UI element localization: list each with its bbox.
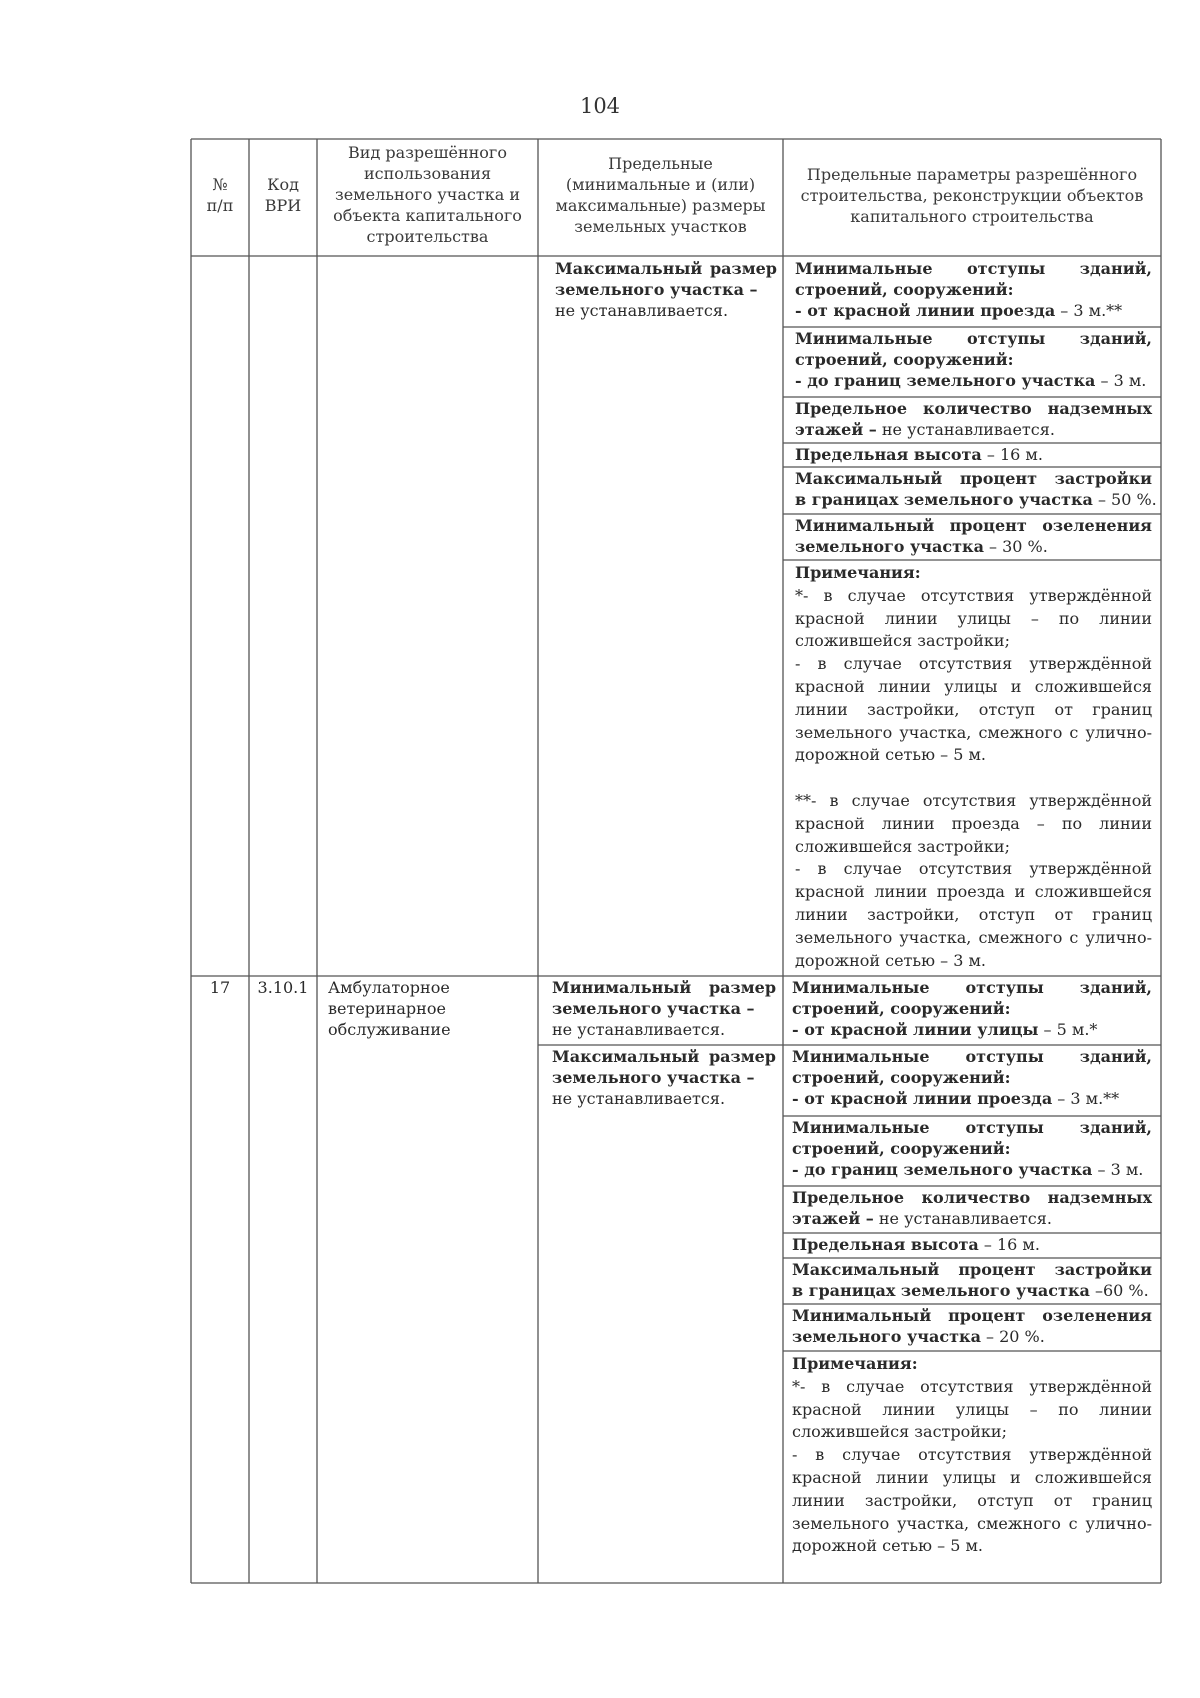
notes-title-a: Примечания: (795, 563, 921, 582)
header-num: № п/п (206, 175, 234, 215)
note-line: красной линии улицы и сложившейся (792, 1467, 1152, 1487)
max-plot-size-a: Максимальный размер земельного участка – не устанавливается. (555, 259, 777, 320)
note-line (795, 767, 1152, 790)
note-line: красной линии улицы – по линии (792, 1399, 1152, 1419)
param-17-5: Предельная высота – 16 м. (792, 1235, 1040, 1254)
param-a-1: Минимальные отступы зданий, строений, сооружений: - от красной линии проезда – 3 м.** (795, 259, 1152, 320)
note-line: земельного участка, смежного с улично- (795, 722, 1152, 742)
note-line: красной линии проезда – по линии (795, 813, 1152, 833)
max-plot-size: Максимальный размер земельного участка – не устанавливается. (552, 1047, 776, 1108)
notes-title-17: Примечания: (792, 1354, 918, 1373)
param-17-4: Предельное количество надземных этажей – не устанавливается. (792, 1188, 1152, 1228)
note-line: сложившейся застройки; (795, 836, 1010, 856)
note-line: земельного участка, смежного с улично- (795, 927, 1152, 947)
note-line: красной линии проезда и сложившейся (795, 882, 1152, 902)
note-line: **- в случае отсутствия утверждённой (795, 790, 1152, 810)
note-line: *- в случае отсутствия утверждённой (792, 1376, 1152, 1396)
param-17-6: Максимальный процент застройки в границах земельного участка –60 %. (792, 1260, 1152, 1300)
note-line: сложившейся застройки; (792, 1422, 1007, 1442)
param-a-5: Максимальный процент застройки в границах земельного участка – 50 %. (795, 469, 1157, 509)
min-plot-size: Минимальный размер земельного участка – не устанавливается. (552, 978, 776, 1039)
note-line: красной линии улицы и сложившейся (795, 676, 1152, 696)
param-a-3: Предельное количество надземных этажей – не устанавливается. (795, 399, 1152, 439)
note-line: дорожной сетью – 5 м. (792, 1536, 984, 1556)
row-use-name: Амбулаторное ветеринарное обслуживание (328, 978, 451, 1039)
notes-list-17 (792, 1376, 1152, 1558)
param-17-3: Минимальные отступы зданий, строений, сооружений: - до границ земельного участка – 3 м. (792, 1118, 1152, 1179)
note-line: земельного участка, смежного с улично- (792, 1513, 1152, 1533)
note-line: - в случае отсутствия утверждённой (792, 1445, 1152, 1465)
page-number: 104 (579, 94, 621, 118)
param-17-1: Минимальные отступы зданий, строений, сооружений: - от красной линии улицы – 5 м.* (792, 978, 1152, 1039)
param-a-4: Предельная высота – 16 м. (795, 445, 1043, 464)
notes-17 (792, 1353, 1152, 1558)
note-line: - в случае отсутствия утверждённой (795, 654, 1152, 674)
note-line: линии застройки, отступ от границ (795, 699, 1152, 719)
param-a-6: Минимальный процент озеленения земельного участка – 30 %. (795, 516, 1152, 556)
note-line: линии застройки, отступ от границ (795, 904, 1152, 924)
note-line: сложившейся застройки; (795, 631, 1010, 651)
notes-list-a (795, 585, 1152, 973)
header-plot-sizes: Предельные (минимальные и (или) максимальные) размеры земельных участков (555, 154, 766, 236)
row-code: 3.10.1 (257, 978, 309, 997)
note-line: дорожной сетью – 3 м. (795, 950, 987, 970)
note-line: - в случае отсутствия утверждённой (795, 859, 1152, 879)
param-17-2: Минимальные отступы зданий, строений, сооружений: - от красной линии проезда – 3 м.** (792, 1047, 1152, 1108)
note-line: красной линии улицы – по линии (795, 608, 1152, 628)
note-line: дорожной сетью – 5 м. (795, 745, 987, 765)
header-use-type: Вид разрешённого использования земельного участка и объекта капитального строительства (333, 143, 522, 246)
header-code: Код ВРИ (264, 175, 302, 215)
note-line: линии застройки, отступ от границ (792, 1490, 1152, 1510)
note-line: *- в случае отсутствия утверждённой (795, 585, 1152, 605)
row-number: 17 (209, 978, 231, 997)
param-a-2: Минимальные отступы зданий, строений, сооружений: - до границ земельного участка – 3 м. (795, 329, 1152, 390)
header-build-params: Предельные параметры разрешённого строительства, реконструкции объектов капитального строительства (800, 165, 1144, 226)
notes-a (795, 562, 1152, 972)
param-17-7: Минимальный процент озеленения земельного участка – 20 %. (792, 1306, 1152, 1346)
